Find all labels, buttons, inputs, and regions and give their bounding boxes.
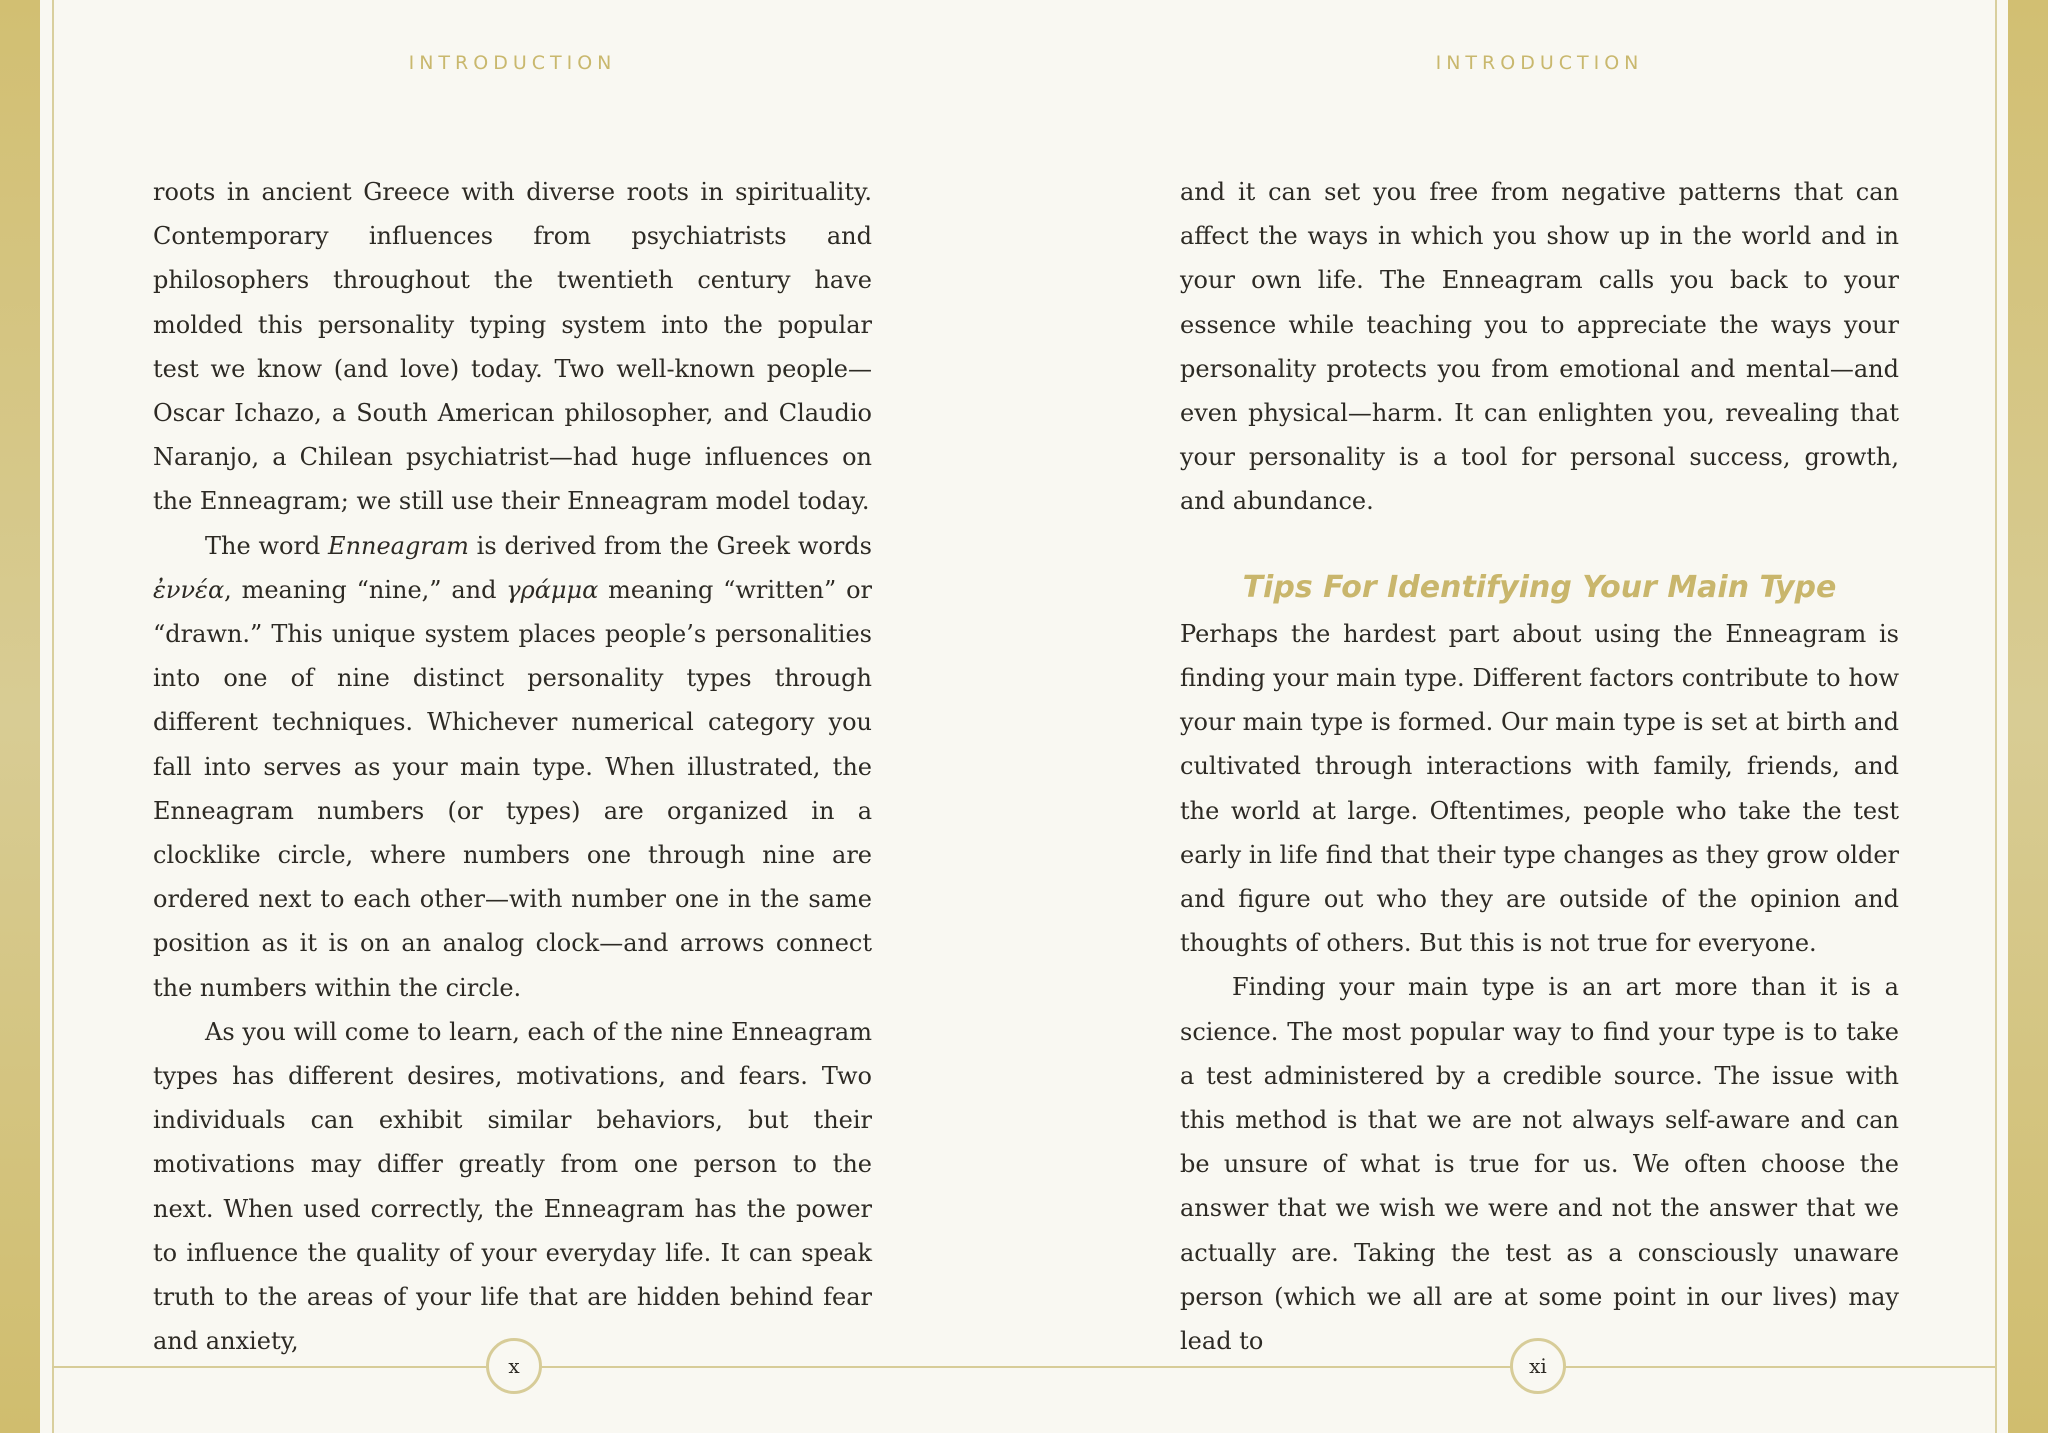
right-paragraph-2: Perhaps the hardest part about using the Enneagram is finding your main type. Different factors contribute to how your main type is formed. Our main type is set at birth and cultivated through interactions with family, friends, and the world at large. Oftentimes, people who take the test early in life find that their type changes as they grow older and figure out who they are outside of the opinion and thoughts of others. But this is not true for everyone. [1180,619,1899,958]
left-paragraph-3: As you will come to learn, each of the nine Enneagram types has different desires, motivations, and fears. Two individuals can exhibit similar behaviors, but their motivations may differ greatly from one person to the next. When used correctly, the Enneagram has the power to influence the quality of your everyday life. It can speak truth to the areas of your life that are hidden behind fear and anxiety, [153,1017,872,1356]
section-subheading: Tips For Identifying Your Main Type [1242,569,1837,605]
left-page-body [153,170,872,1363]
text-run: is derived from the Greek words [468,531,872,560]
left-paragraph-2 [153,524,872,1010]
text-run: The word [205,531,329,560]
text-run: , meaning “nine,” and [224,575,507,604]
right-page-body [1180,170,1899,1363]
left-page-edge [0,0,40,1433]
page-number-left: x [486,1338,542,1394]
right-paragraph-3: Finding your main type is an art more than it is a science. The most popular way to find your type is to take a test administered by a credible source. The issue with this method is that we are not always self-aware and can be unsure of what is true for us. We often choose the answer that we wish we were and not the answer that we actually are. Taking the test as a consciously unaware person (which we all are at some point in our lives) may lead to [1180,973,1899,1356]
greek-word-gramma: γράμμα [506,575,599,604]
right-page [1180,0,1899,1433]
italic-term-enneagram: Enneagram [328,531,469,560]
page-number-right: xi [1510,1338,1566,1394]
left-margin-line [52,0,54,1433]
left-page [153,0,872,1433]
running-head-right: INTRODUCTION [1435,52,1644,74]
greek-word-ennea: ἐννέα [153,575,225,604]
running-head-left: INTRODUCTION [408,52,617,74]
right-paragraph-1: and it can set you free from negative patterns that can affect the ways in which you show up in the world and in your own life. The Enneagram calls you back to your essence while teaching you to appreciate the ways your personality protects you from emotional and mental—and even physical—harm. It can enlighten you, revealing that your personality is a tool for personal success, growth, and abundance. [1180,178,1899,516]
text-run: meaning “written” or “drawn.” This unique system places people’s personalities into one of nine distinct personality types through different techniques. Whichever numerical category you fall into serves as your main type. When illustrated, the Enneagram numbers (or types) are organized in a clocklike circle, where numbers one through nine are ordered next to each other—with number one in the same position as it is on an analog clock—and arrows connect the numbers within the circle. [153,575,872,1002]
left-paragraph-1: roots in ancient Greece with diverse roots in spirituality. Contemporary influences from psychiatrists and philosophers throughout the twentieth century have molded this personality typing system into the popular test we know (and love) today. Two well-known people—Oscar Ichazo, a South American philosopher, and Claudio Naranjo, a Chilean psychiatrist—had huge influences on the Enneagram; we still use their Enneagram model today. [153,178,872,516]
right-margin-line [1995,0,1997,1433]
right-page-edge [2008,0,2048,1433]
